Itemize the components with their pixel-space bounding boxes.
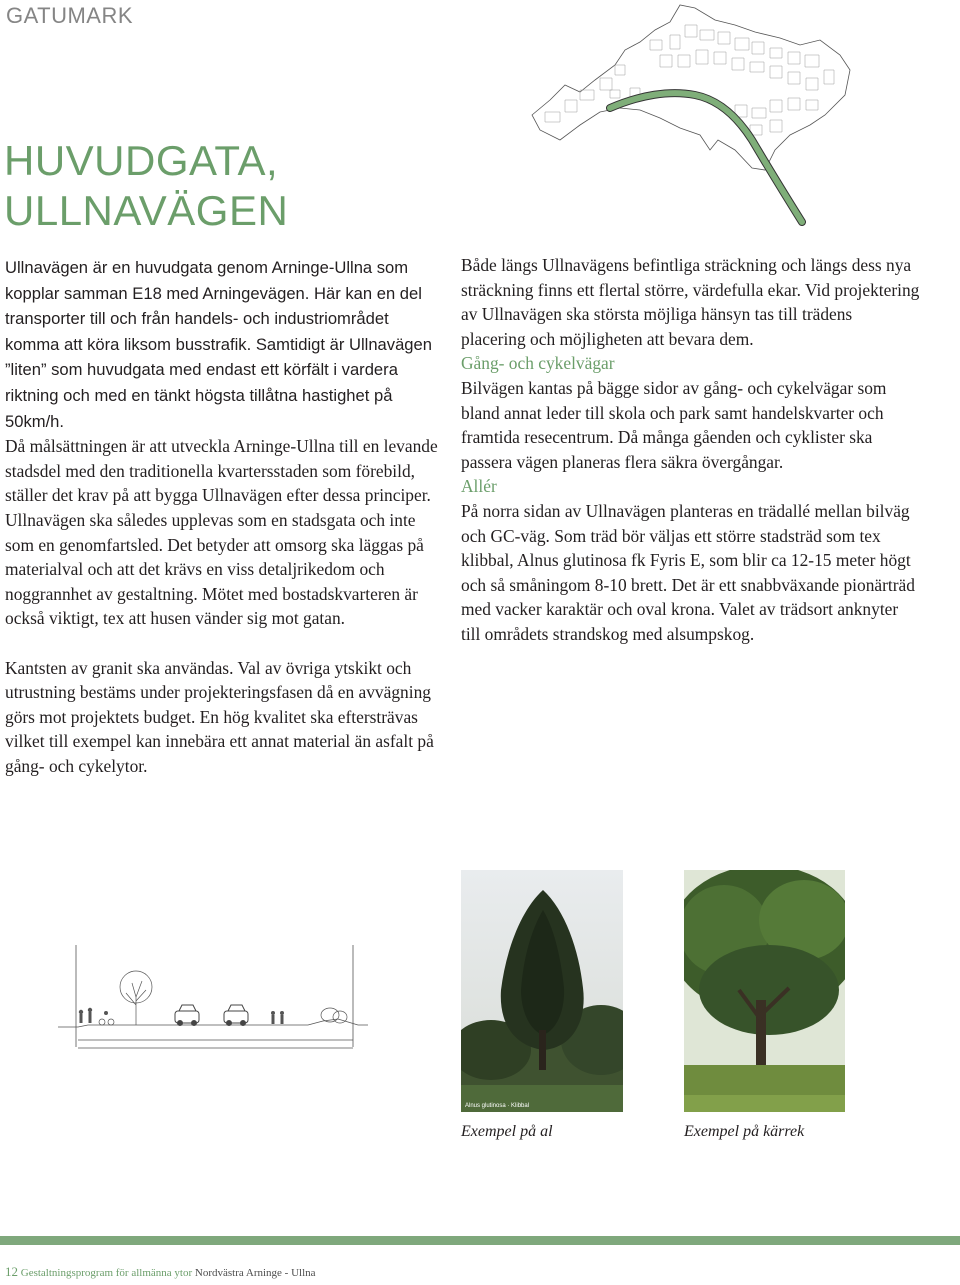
pedestrian-icon xyxy=(280,1011,284,1015)
photo-alder-tree xyxy=(461,870,623,1112)
paragraph-aller: På norra sidan av Ullnavägen planteras en trädallé mellan bilväg och GC-väg. Som träd bör väljas ett större stadsträd som tex klibbal, Alnus glutinosa fk Fyris E, som blir ca 12-15 meter högt och så småningom 8-10 brett. Det är ett snabbväxande pionärträd med vacker karaktär och oval krona. Valet av trädsort anknyter till områdets strandskog med alsumpskog. xyxy=(461,500,915,644)
left-paragraph-2: Då målsättningen är att utveckla Arninge-Ullna till en levande stadsdel med den traditionella kvartersstaden som förebild, ställer det krav på att bygga Ullnavägen efter dessa principer. Ullnavägen ska således upplevas som en stadsgata och inte som en genomfartsled. Det betyder att omsorg ska läggas på materialval och att det krävs en viss detaljrikedom och noggrannhet av gestaltning. Mötet med bostadskvarteren är också viktigt, tex att husen vänder sig mot gatan. xyxy=(5,436,438,629)
pedestrian-icon xyxy=(79,1010,83,1014)
left-paragraph-1-text: Ullnavägen är en huvudgata genom Arninge-Ullna som kopplar samman E18 med Arningevägen. Här kan en del transporter till och från handels- och industriområdet komma att köra liksom busstrafik. Samtidigt är Ullnavägen ”liten” som huvudgata med endast ett körfält i vardera riktning och med en tänkt högsta tillåtna hastighet på 50km/h. xyxy=(5,258,432,431)
cyclist-icon xyxy=(104,1011,108,1015)
left-column xyxy=(5,255,443,778)
right-column xyxy=(461,253,921,647)
oak-photo-image xyxy=(684,870,845,1112)
street-cross-section xyxy=(58,935,368,1065)
right-intro: Både längs Ullnavägens befintliga sträckning och längs dess nya sträckning finns ett flertal större, värdefulla ekar. Vid projektering av Ullnavägen ska största möjliga hänsyn tas till trädens placering och möjligheten att bevara dem. xyxy=(461,255,920,349)
page-number: 12 xyxy=(5,1264,18,1279)
site-map xyxy=(520,0,960,235)
title-line-2: ULLNAVÄGEN xyxy=(4,187,289,234)
caption-alder: Exempel på al xyxy=(461,1123,553,1140)
photo-alder-tag: Alnus glutinosa · Klibbal xyxy=(465,1103,530,1109)
caption-oak: Exempel på kärrek xyxy=(684,1123,805,1140)
page-footer xyxy=(5,1264,316,1280)
footer-bar xyxy=(0,1236,960,1245)
section-label: GATUMARK xyxy=(6,3,134,28)
subheading-gang-cykel: Gång- och cykelvägar xyxy=(461,353,615,374)
pedestrian-icon xyxy=(88,1008,92,1012)
page-title xyxy=(4,136,288,236)
car-icon xyxy=(175,1005,199,1026)
left-paragraph-1 xyxy=(5,255,443,434)
alley-tree-icon xyxy=(120,971,152,1025)
car-icon xyxy=(224,1005,248,1026)
alder-photo-image xyxy=(461,870,623,1112)
title-line-1: HUVUDGATA, xyxy=(4,137,279,184)
left-paragraph-3: Kantsten av granit ska användas. Val av övriga ytskikt och utrustning bestäms under projekteringsfasen då en avvägning görs mot projektets budget. En hög kvalitet ska eftersträvas vilket till exempel kan innebära ett annat material än asfalt på gång- och cykelytor. xyxy=(5,657,434,776)
paragraph-gang-cykel: Bilvägen kantas på bägge sidor av gång- och cykelvägar som bland annat leder till skola och park samt handelskvarter och framtida resecentrum. Då många gåenden och cyklister ska passera vägen planeras flera säkra övergångar. xyxy=(461,377,887,472)
footer-area: Nordvästra Arninge - Ullna xyxy=(194,1267,316,1279)
map-area-outline xyxy=(532,5,850,170)
footer-doc-title: Gestaltningsprogram för allmänna ytor xyxy=(20,1267,193,1279)
photo-oak-tree xyxy=(684,870,845,1112)
pedestrian-icon xyxy=(271,1011,275,1015)
subheading-aller: Allér xyxy=(461,476,497,497)
